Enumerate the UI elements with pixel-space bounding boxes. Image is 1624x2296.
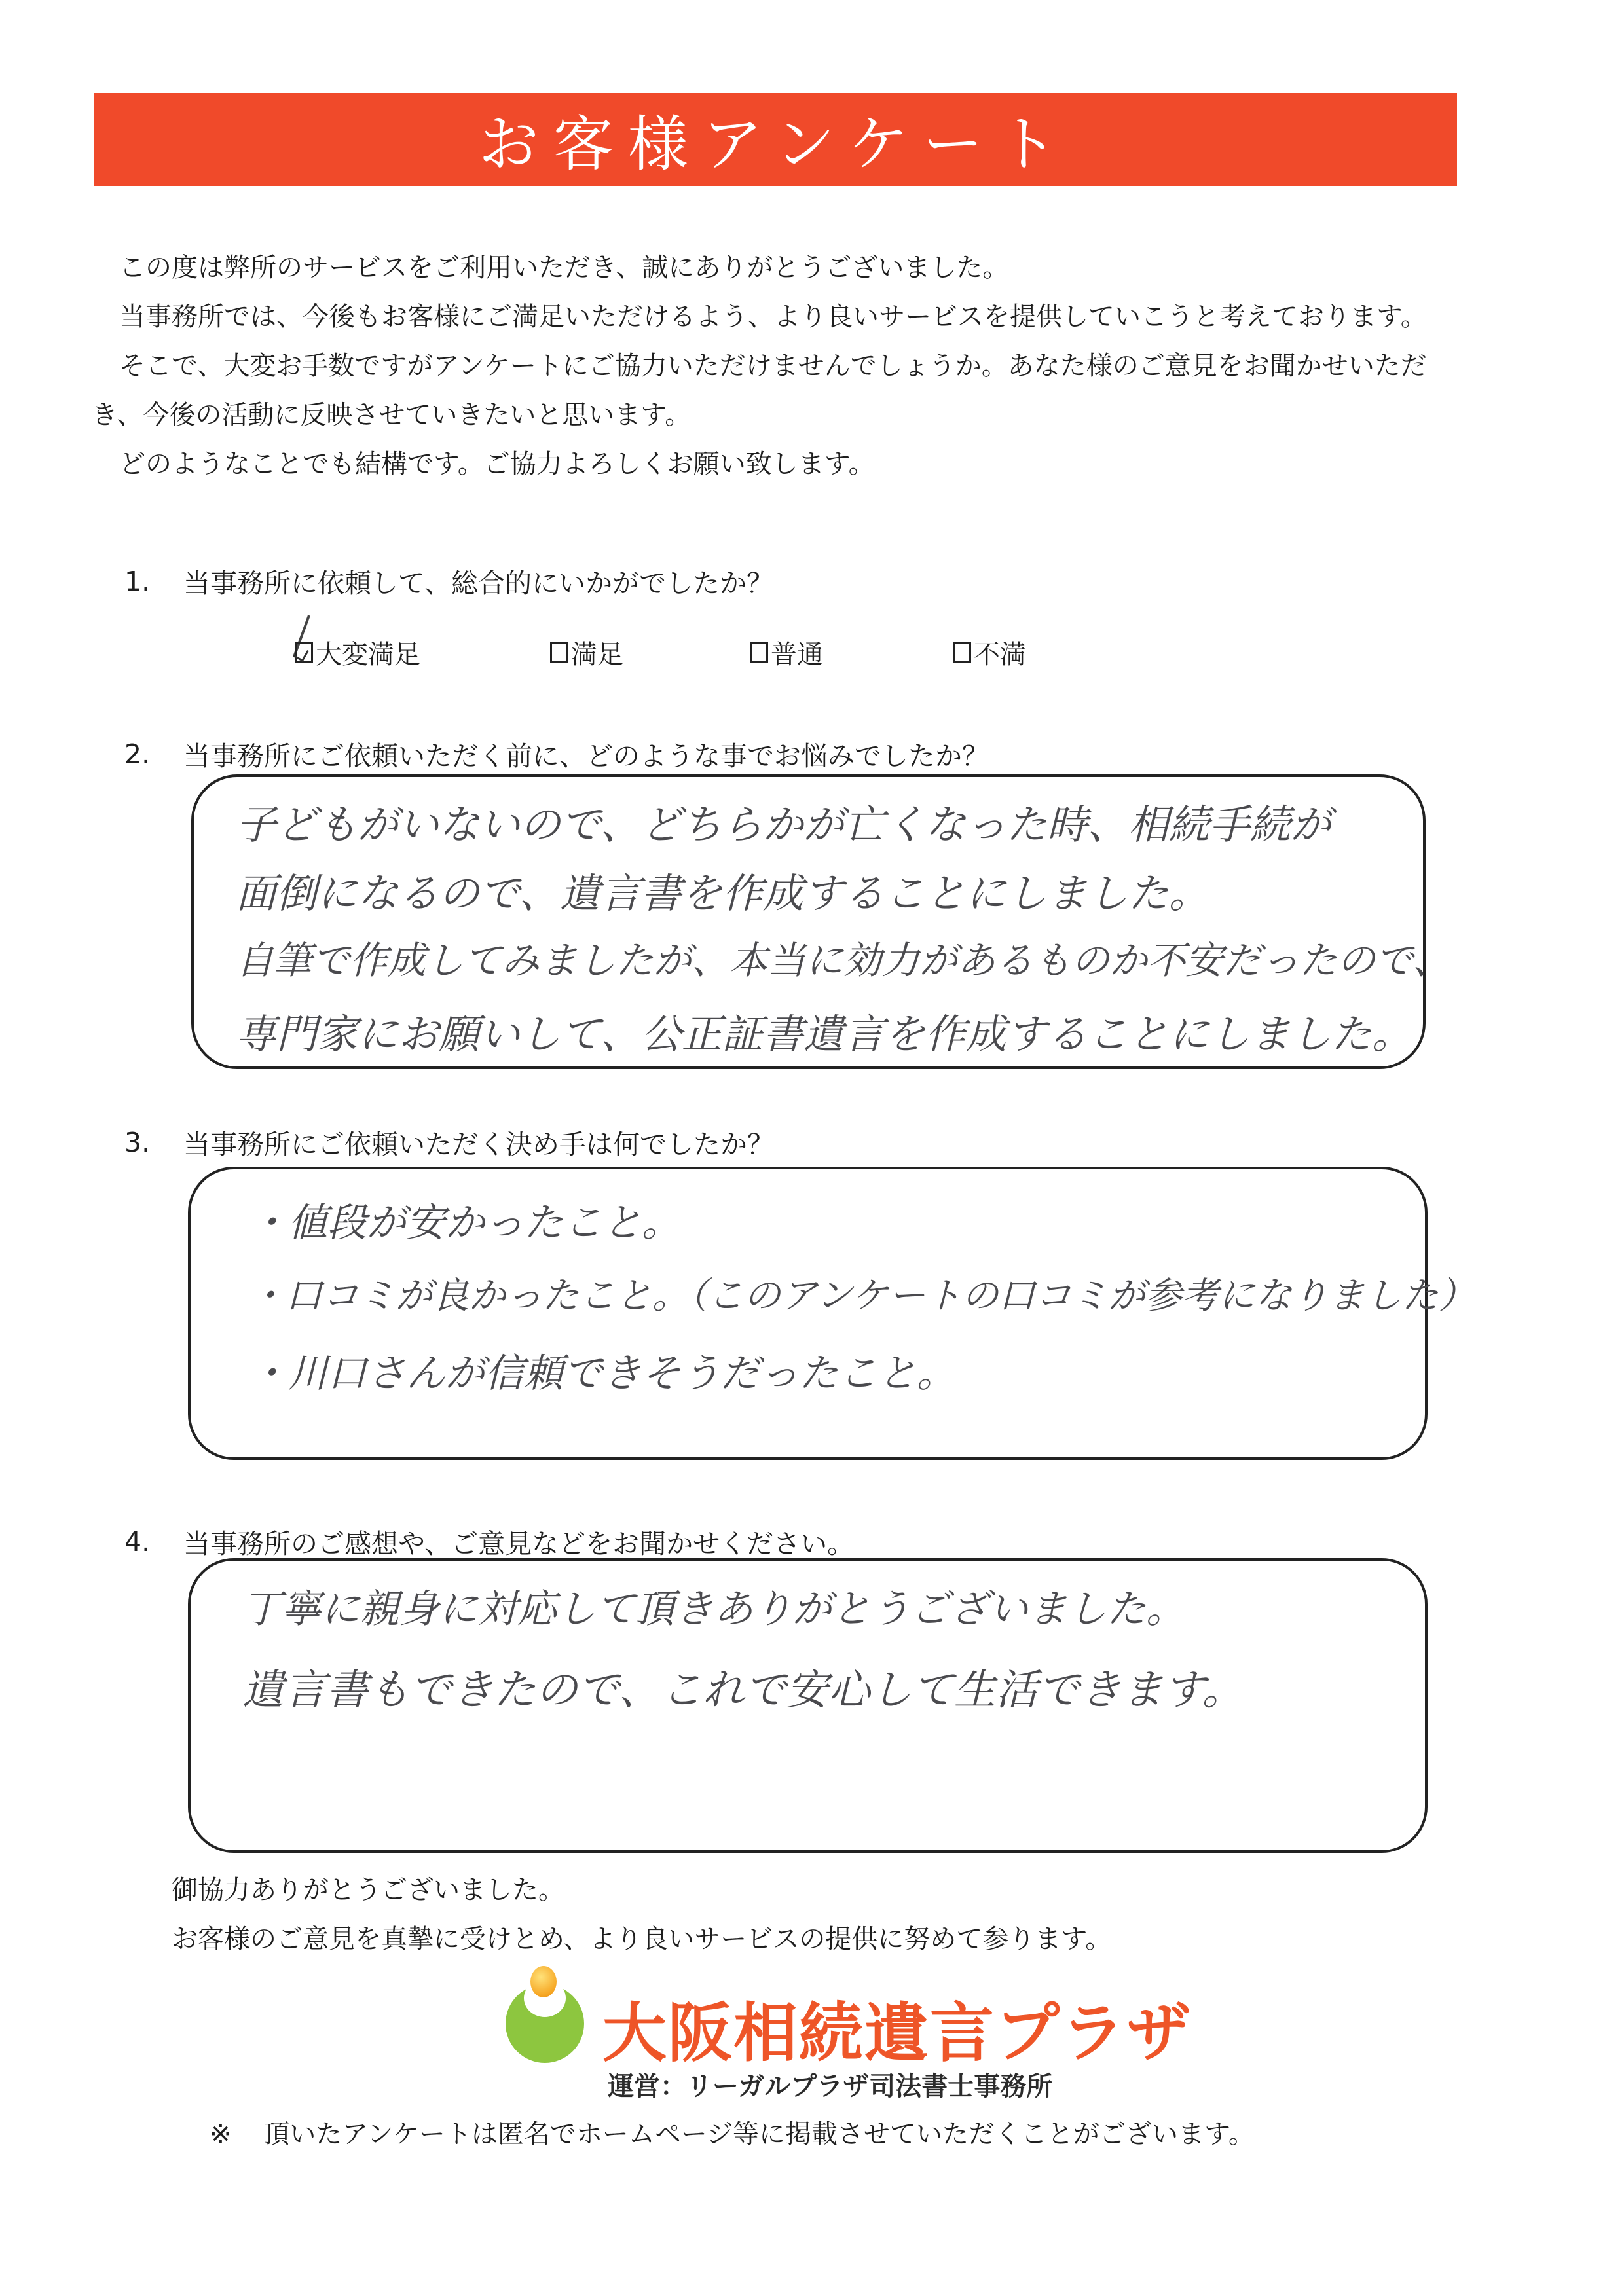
- question-number: 2.: [124, 738, 151, 770]
- question-number: 1.: [124, 565, 151, 597]
- question-4: [92, 1522, 854, 1561]
- company-logo: [498, 1961, 1192, 2105]
- handwritten-answer-line: 面倒になるので、遺言書を作成することにしました。: [236, 869, 1209, 917]
- checkbox-icon[interactable]: [953, 642, 971, 663]
- closing-line: お客様のご意見を真摯に受けとめ、より良いサービスの提供に努めて参ります。: [172, 1924, 1112, 1954]
- intro-paragraph: そこで、大変お手数ですがアンケートにご協力いただけませんでしょうか。あなた様のご意見をお聞かせいただき、今後の活動に反映させていきたいと思います。: [92, 351, 1427, 430]
- handwritten-answer-line: ・口コミが良かったこと。（このアンケートの口コミが参考になりました）: [249, 1275, 1475, 1317]
- question-number: 4.: [124, 1525, 151, 1558]
- footnote: [210, 2113, 1255, 2151]
- intro-paragraph: どのようなことでも結構です。ご協力よろしくお願い致します。: [119, 449, 875, 479]
- checkbox-checked-icon[interactable]: [295, 642, 313, 663]
- intro-paragraph: この度は弊所のサービスをご利用いただき、誠にありがとうございました。: [119, 253, 1009, 283]
- option-very-satisfied[interactable]: [295, 634, 420, 671]
- handwritten-answer-line: 子どもがいないので、どちらかが亡くなった時、相続手続が: [236, 801, 1331, 848]
- logo-operator: 運営：リーガルプラザ司法書士事務所: [608, 2071, 1053, 2102]
- intro-text: [92, 244, 1460, 489]
- option-label: 大変満足: [316, 640, 420, 670]
- checkbox-icon[interactable]: [750, 642, 768, 663]
- question-text: 当事務所のご感想や、ご意見などをお聞かせください。: [183, 1528, 855, 1559]
- handwritten-answer-line: ・値段が安かったこと。: [249, 1200, 681, 1246]
- option-satisfied[interactable]: [550, 634, 623, 671]
- question-3: [92, 1123, 774, 1161]
- page-title: お客様アンケート: [478, 109, 1073, 179]
- reference-mark-icon: ※: [210, 2119, 232, 2149]
- closing-line: 御協力ありがとうございました。: [172, 1875, 564, 1905]
- option-dissatisfied[interactable]: [953, 634, 1026, 671]
- checkbox-icon[interactable]: [550, 642, 568, 663]
- question-text: 当事務所に依頼して、総合的にいかがでしたか？: [183, 568, 774, 599]
- handwritten-answer-line: ・川口さんが信頼できそうだったこと。: [249, 1351, 956, 1396]
- question-text: 当事務所にご依頼いただく前に、どのような事でお悩みでしたか？: [183, 740, 989, 772]
- option-label: 満足: [571, 640, 623, 670]
- option-normal[interactable]: [750, 634, 823, 671]
- question-1: [92, 562, 773, 600]
- question-2: [92, 735, 989, 773]
- question-number: 3.: [124, 1126, 151, 1158]
- question-text: 当事務所にご依頼いただく決め手は何でしたか？: [183, 1129, 774, 1160]
- handwritten-answer-line: 自筆で作成してみましたが、本当に効力があるものか不安だったので、: [236, 938, 1450, 983]
- option-label: 不満: [974, 640, 1026, 670]
- title-banner: [94, 93, 1457, 186]
- option-label: 普通: [771, 640, 823, 670]
- closing-text: [172, 1866, 1111, 1964]
- intro-paragraph: 当事務所では、今後もお客様にご満足いただけるよう、より良いサービスを提供していこうと考えております。: [119, 302, 1427, 332]
- logo-name: 大阪相続遺言プラザ: [602, 1996, 1192, 2071]
- handwritten-answer-line: 専門家にお願いして、公正証書遺言を作成することにしました。: [236, 1010, 1412, 1058]
- handwritten-answer-line: 遺言書もできたので、これで安心して生活できます。: [242, 1666, 1244, 1715]
- logo-orange-ball-icon: [530, 1966, 557, 1997]
- footnote-text: 頂いたアンケートは匿名でホームページ等に掲載させていただくことがございます。: [263, 2119, 1255, 2149]
- handwritten-answer-line: 丁寧に親身に対応して頂きありがとうございました。: [242, 1586, 1185, 1632]
